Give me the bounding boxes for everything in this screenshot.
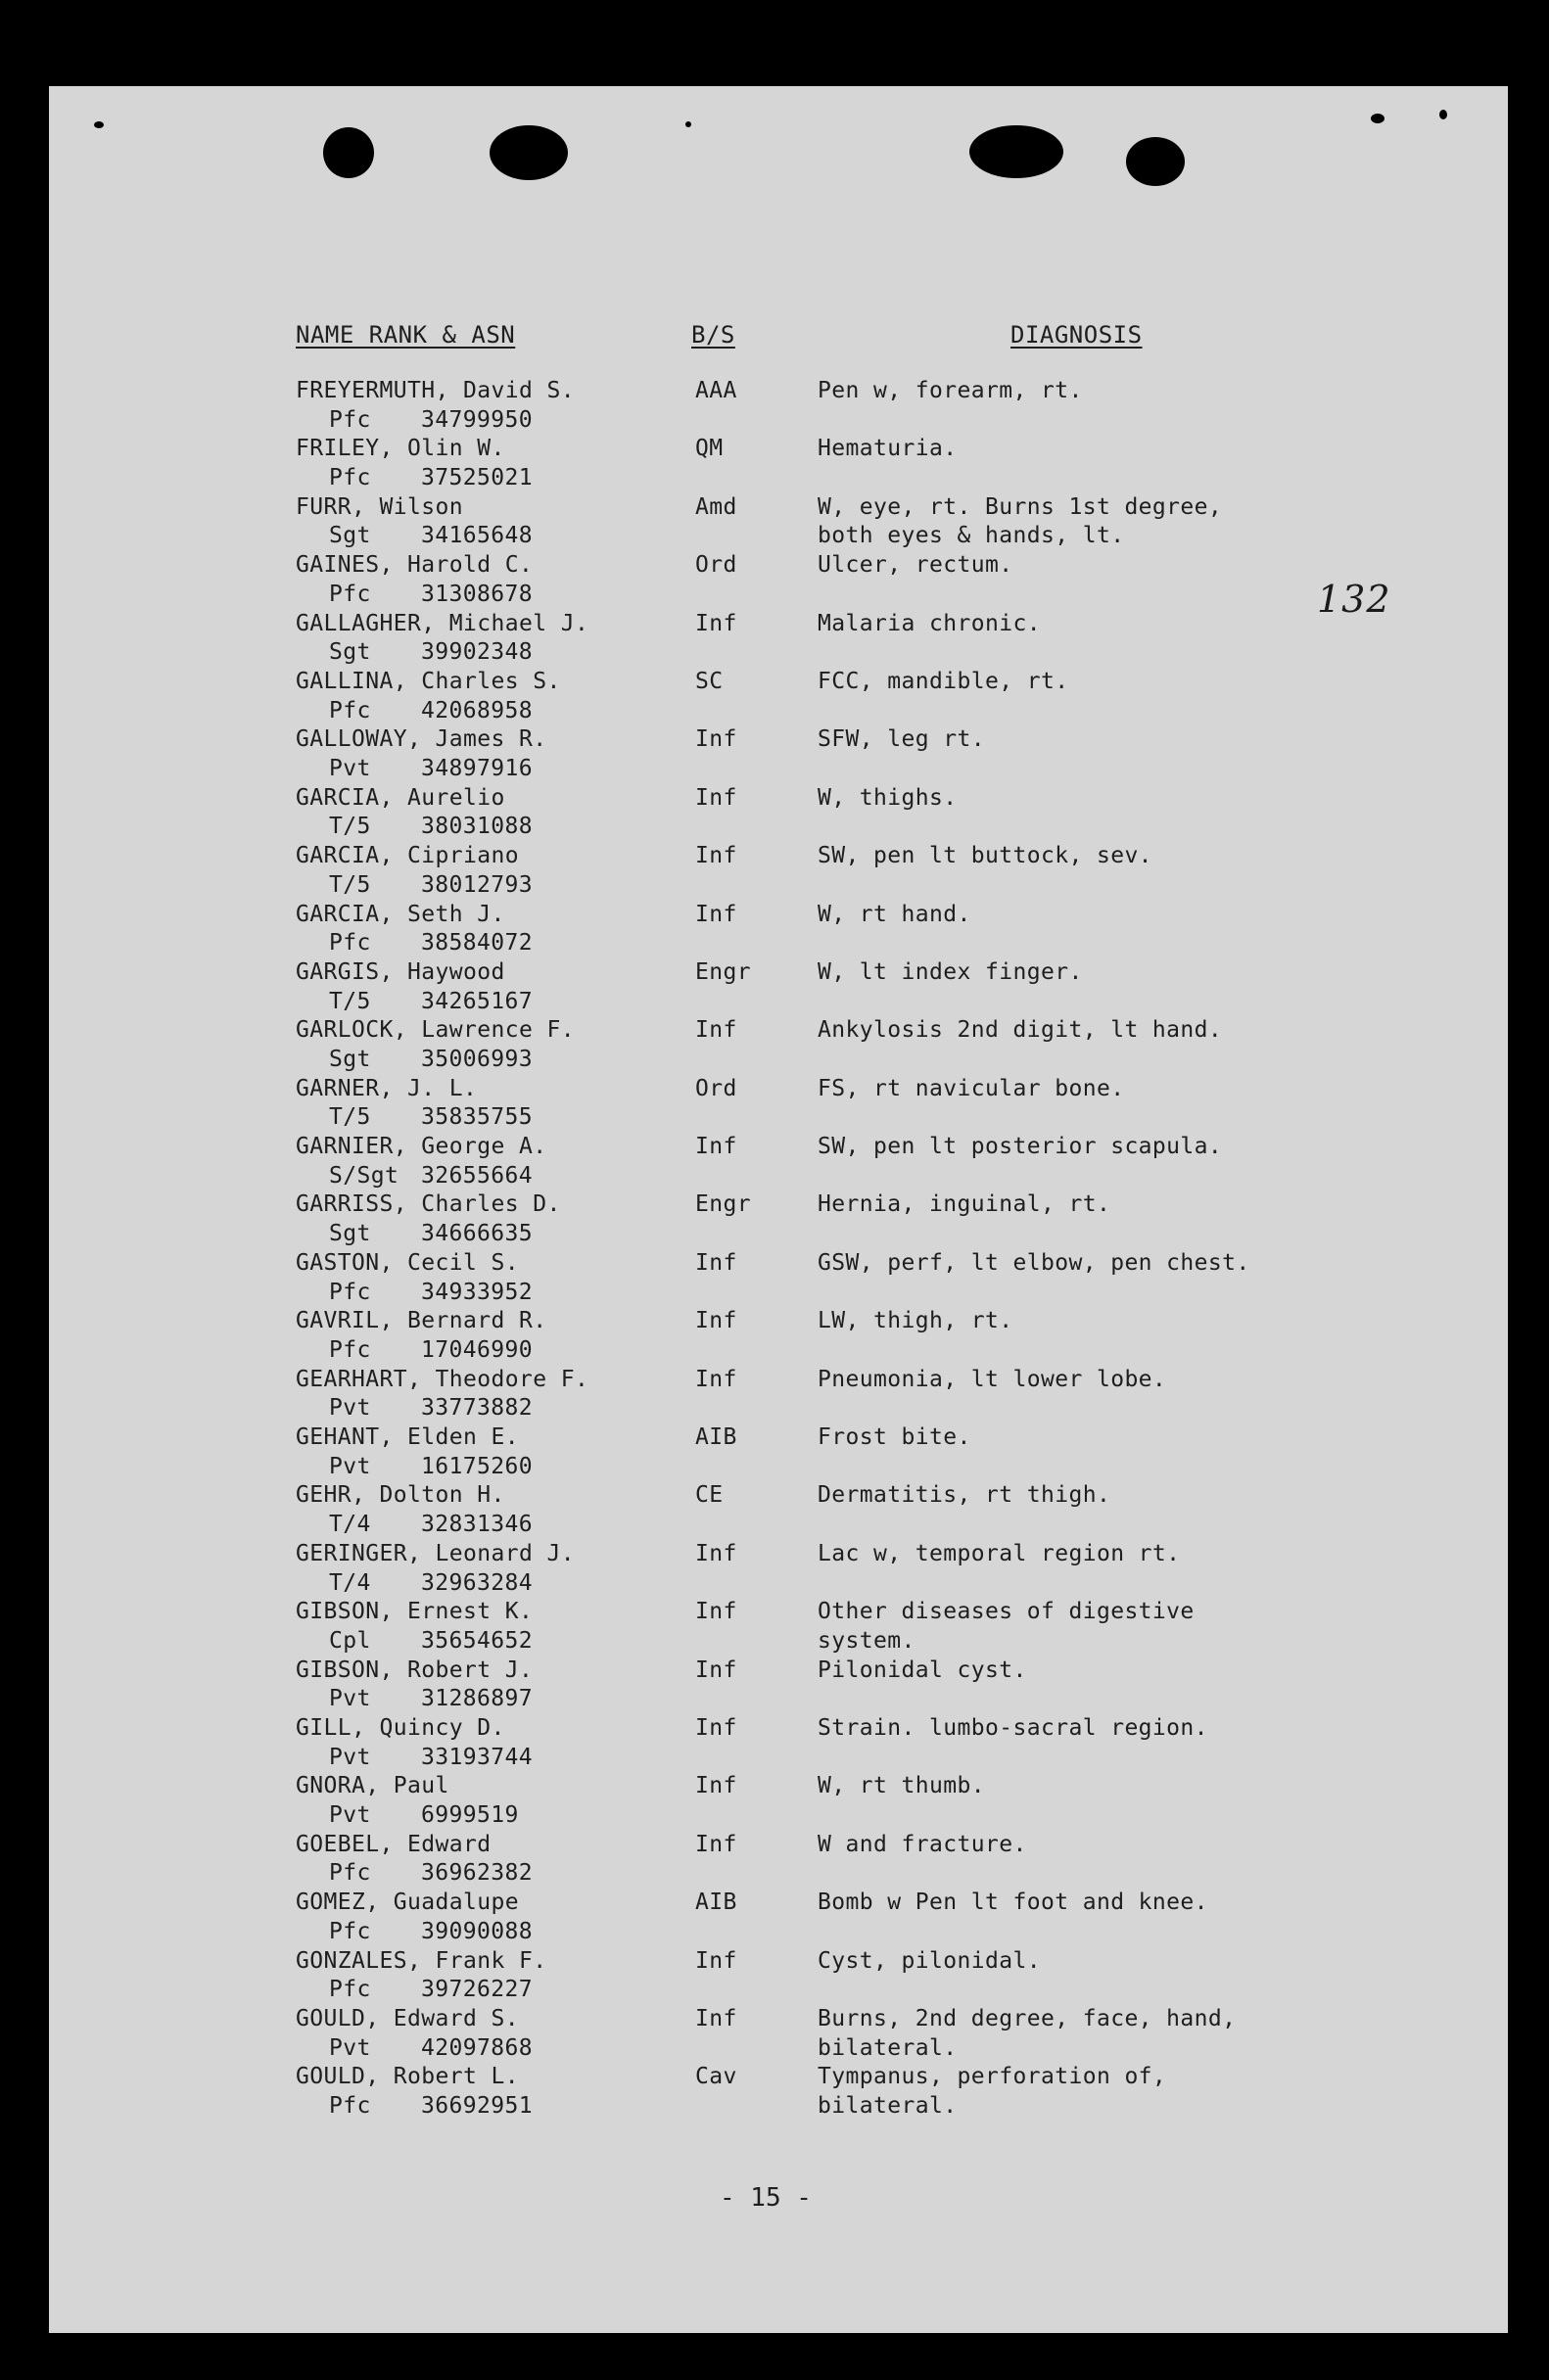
record-rank: Pvt xyxy=(329,1686,371,1712)
record-rank: Pvt xyxy=(329,756,371,782)
record-branch: AAA xyxy=(695,378,737,403)
record-row xyxy=(0,725,1549,783)
record-rank: Pvt xyxy=(329,1453,371,1479)
record-row xyxy=(0,610,1549,668)
record-asn: 37525021 xyxy=(421,465,533,491)
record-row xyxy=(0,1249,1549,1307)
record-rank: T/4 xyxy=(329,1569,371,1596)
record-branch: Inf xyxy=(695,1831,737,1857)
record-branch: Inf xyxy=(695,901,737,927)
punch-hole xyxy=(323,127,374,178)
record-row xyxy=(0,1366,1549,1423)
record-diagnosis: FS, rt navicular bone. xyxy=(818,1075,1125,1101)
record-name: GALLAGHER, Michael J. xyxy=(296,610,589,636)
record-row xyxy=(0,2005,1549,2063)
record-diagnosis: Strain. lumbo-sacral region. xyxy=(818,1714,1208,1741)
record-row xyxy=(0,1307,1549,1365)
record-asn: 38031088 xyxy=(421,814,533,840)
record-asn: 32655664 xyxy=(421,1162,533,1189)
record-row xyxy=(0,1540,1549,1598)
record-branch: AIB xyxy=(695,1890,737,1916)
record-diagnosis: both eyes & hands, lt. xyxy=(818,523,1125,549)
record-rank: Sgt xyxy=(329,639,371,666)
record-branch: Inf xyxy=(695,1657,737,1683)
record-name: GOULD, Robert L. xyxy=(296,2064,519,2090)
record-name: GOMEZ, Guadalupe xyxy=(296,1890,519,1916)
record-asn: 35835755 xyxy=(421,1104,533,1131)
record-branch: Inf xyxy=(695,1017,737,1044)
record-row xyxy=(0,1714,1549,1772)
record-name: GEHR, Dolton H. xyxy=(296,1482,505,1509)
record-rank: Sgt xyxy=(329,523,371,549)
record-diagnosis: bilateral. xyxy=(818,2093,958,2120)
record-name: FURR, Wilson xyxy=(296,493,463,520)
record-row xyxy=(0,842,1549,900)
page-footer: - 15 - xyxy=(720,2183,812,2213)
record-asn: 39090088 xyxy=(421,1918,533,1944)
record-diagnosis: Hernia, inguinal, rt. xyxy=(818,1191,1111,1218)
record-row xyxy=(0,551,1549,609)
record-diagnosis: Frost bite. xyxy=(818,1424,971,1451)
record-rank: T/4 xyxy=(329,1512,371,1538)
record-branch: Inf xyxy=(695,1714,737,1741)
record-diagnosis: Lac w, temporal region rt. xyxy=(818,1540,1181,1566)
record-rank: Pfc xyxy=(329,1279,371,1305)
record-branch: Ord xyxy=(695,552,737,579)
record-name: GIBSON, Ernest K. xyxy=(296,1599,534,1625)
record-name: GARNER, J. L. xyxy=(296,1075,478,1101)
record-branch: Ord xyxy=(695,1075,737,1101)
record-asn: 36962382 xyxy=(421,1860,533,1887)
record-asn: 6999519 xyxy=(421,1802,519,1829)
record-rank: Pvt xyxy=(329,2034,371,2061)
record-asn: 32963284 xyxy=(421,1569,533,1596)
record-diagnosis: Pneumonia, lt lower lobe. xyxy=(818,1366,1167,1392)
record-asn: 34666635 xyxy=(421,1221,533,1247)
punch-hole xyxy=(1126,137,1185,186)
record-rank: T/5 xyxy=(329,814,371,840)
page-number: 132 xyxy=(1317,578,1391,621)
record-diagnosis: Ulcer, rectum. xyxy=(818,552,1013,579)
record-asn: 34933952 xyxy=(421,1279,533,1305)
record-diagnosis: LW, thigh, rt. xyxy=(818,1308,1013,1334)
record-asn: 39902348 xyxy=(421,639,533,666)
record-name: GOEBEL, Edward xyxy=(296,1831,492,1857)
record-diagnosis: bilateral. xyxy=(818,2034,958,2061)
record-row xyxy=(0,435,1549,492)
record-asn: 36692951 xyxy=(421,2093,533,2120)
record-asn: 34265167 xyxy=(421,988,533,1014)
record-rank: Pfc xyxy=(329,581,371,607)
record-diagnosis: FCC, mandible, rt. xyxy=(818,668,1069,694)
record-diagnosis: W, lt index finger. xyxy=(818,958,1083,985)
record-branch: Inf xyxy=(695,1308,737,1334)
record-row xyxy=(0,901,1549,958)
record-row xyxy=(0,1831,1549,1889)
record-asn: 39726227 xyxy=(421,1977,533,2003)
record-diagnosis: SW, pen lt posterior scapula. xyxy=(818,1134,1223,1160)
record-branch: AIB xyxy=(695,1424,737,1451)
record-asn: 35654652 xyxy=(421,1627,533,1654)
record-branch: Inf xyxy=(695,784,737,811)
record-asn: 16175260 xyxy=(421,1453,533,1479)
record-branch: Amd xyxy=(695,493,737,520)
record-name: GONZALES, Frank F. xyxy=(296,1947,547,1974)
speck xyxy=(94,121,104,128)
record-rank: T/5 xyxy=(329,1104,371,1131)
record-name: GALLOWAY, James R. xyxy=(296,726,547,753)
record-asn: 42068958 xyxy=(421,697,533,723)
records-list xyxy=(0,377,1549,2122)
record-branch: Inf xyxy=(695,1249,737,1276)
record-name: FREYERMUTH, David S. xyxy=(296,378,575,403)
record-name: GARNIER, George A. xyxy=(296,1134,547,1160)
record-branch: Inf xyxy=(695,1599,737,1625)
record-asn: 17046990 xyxy=(421,1336,533,1363)
speck xyxy=(1371,114,1385,123)
record-name: FRILEY, Olin W. xyxy=(296,436,505,462)
record-branch: Inf xyxy=(695,1773,737,1799)
record-name: GOULD, Edward S. xyxy=(296,2005,519,2031)
record-rank: Sgt xyxy=(329,1046,371,1072)
record-branch: Inf xyxy=(695,1366,737,1392)
record-asn: 31286897 xyxy=(421,1686,533,1712)
record-name: GARCIA, Cipriano xyxy=(296,843,519,869)
record-diagnosis: W, eye, rt. Burns 1st degree, xyxy=(818,493,1223,520)
record-asn: 34897916 xyxy=(421,756,533,782)
record-branch: Inf xyxy=(695,610,737,636)
record-row xyxy=(0,1075,1549,1133)
record-name: GAINES, Harold C. xyxy=(296,552,534,579)
record-row xyxy=(0,784,1549,842)
record-asn: 32831346 xyxy=(421,1512,533,1538)
record-rank: Pfc xyxy=(329,406,371,433)
record-rank: Pvt xyxy=(329,1802,371,1829)
record-branch: Cav xyxy=(695,2064,737,2090)
record-rank: Cpl xyxy=(329,1627,371,1654)
record-branch: Engr xyxy=(695,1191,751,1218)
record-row xyxy=(0,1598,1549,1656)
record-diagnosis: Pilonidal cyst. xyxy=(818,1657,1027,1683)
record-name: GARLOCK, Lawrence F. xyxy=(296,1017,575,1044)
record-name: GASTON, Cecil S. xyxy=(296,1249,519,1276)
record-name: GERINGER, Leonard J. xyxy=(296,1540,575,1566)
record-row xyxy=(0,377,1549,435)
record-rank: Pvt xyxy=(329,1744,371,1770)
record-rank: Pfc xyxy=(329,697,371,723)
record-row xyxy=(0,1481,1549,1539)
record-diagnosis: Ankylosis 2nd digit, lt hand. xyxy=(818,1017,1223,1044)
record-diagnosis: Dermatitis, rt thigh. xyxy=(818,1482,1111,1509)
record-row xyxy=(0,493,1549,551)
record-diagnosis: Bomb w Pen lt foot and knee. xyxy=(818,1890,1208,1916)
record-rank: S/Sgt xyxy=(329,1162,399,1189)
record-asn: 38012793 xyxy=(421,871,533,898)
record-row xyxy=(0,1423,1549,1481)
record-asn: 34165648 xyxy=(421,523,533,549)
record-rank: Pfc xyxy=(329,1918,371,1944)
punch-hole xyxy=(490,125,568,180)
record-name: GAVRIL, Bernard R. xyxy=(296,1308,547,1334)
record-name: GARRISS, Charles D. xyxy=(296,1191,561,1218)
record-name: GARCIA, Seth J. xyxy=(296,901,505,927)
record-rank: Pfc xyxy=(329,465,371,491)
record-branch: Inf xyxy=(695,843,737,869)
record-diagnosis: Burns, 2nd degree, face, hand, xyxy=(818,2005,1237,2031)
record-diagnosis: GSW, perf, lt elbow, pen chest. xyxy=(818,1249,1250,1276)
record-asn: 34799950 xyxy=(421,406,533,433)
record-asn: 35006993 xyxy=(421,1046,533,1072)
record-rank: Pfc xyxy=(329,1860,371,1887)
speck xyxy=(685,121,691,127)
record-name: GIBSON, Robert J. xyxy=(296,1657,534,1683)
record-diagnosis: W, rt hand. xyxy=(818,901,971,927)
record-rank: Pfc xyxy=(329,1977,371,2003)
record-diagnosis: W and fracture. xyxy=(818,1831,1027,1857)
record-branch: Inf xyxy=(695,1134,737,1160)
record-row xyxy=(0,1657,1549,1714)
record-diagnosis: Pen w, forearm, rt. xyxy=(818,378,1083,403)
record-diagnosis: W, thighs. xyxy=(818,784,958,811)
record-branch: Inf xyxy=(695,2005,737,2031)
record-rank: Sgt xyxy=(329,1221,371,1247)
record-rank: Pvt xyxy=(329,1395,371,1422)
record-diagnosis: W, rt thumb. xyxy=(818,1773,985,1799)
record-diagnosis: Cyst, pilonidal. xyxy=(818,1947,1041,1974)
record-branch: Engr xyxy=(695,958,751,985)
record-branch: Inf xyxy=(695,726,737,753)
record-row xyxy=(0,1016,1549,1074)
record-rank: T/5 xyxy=(329,988,371,1014)
record-name: GNORA, Paul xyxy=(296,1773,449,1799)
record-name: GARGIS, Haywood xyxy=(296,958,505,985)
record-rank: Pfc xyxy=(329,2093,371,2120)
punch-hole xyxy=(969,125,1063,178)
record-row xyxy=(0,1190,1549,1248)
record-branch: SC xyxy=(695,668,724,694)
record-rank: Pfc xyxy=(329,1336,371,1363)
header-name-rank-asn: NAME RANK & ASN xyxy=(296,321,516,349)
record-asn: 42097868 xyxy=(421,2034,533,2061)
header-diagnosis: DIAGNOSIS xyxy=(1010,321,1143,349)
record-diagnosis: Tympanus, perforation of, xyxy=(818,2064,1167,2090)
record-branch: CE xyxy=(695,1482,724,1509)
record-diagnosis: system. xyxy=(818,1627,915,1654)
record-rank: T/5 xyxy=(329,871,371,898)
record-name: GEARHART, Theodore F. xyxy=(296,1366,589,1392)
record-row xyxy=(0,1947,1549,2005)
record-asn: 33773882 xyxy=(421,1395,533,1422)
record-branch: QM xyxy=(695,436,724,462)
record-name: GARCIA, Aurelio xyxy=(296,784,505,811)
record-name: GALLINA, Charles S. xyxy=(296,668,561,694)
record-branch: Inf xyxy=(695,1947,737,1974)
record-diagnosis: Other diseases of digestive xyxy=(818,1599,1195,1625)
record-rank: Pfc xyxy=(329,930,371,957)
record-row xyxy=(0,2063,1549,2121)
record-row xyxy=(0,958,1549,1016)
record-name: GEHANT, Elden E. xyxy=(296,1424,519,1451)
header-bs: B/S xyxy=(691,321,735,349)
record-asn: 38584072 xyxy=(421,930,533,957)
record-diagnosis: Malaria chronic. xyxy=(818,610,1041,636)
record-asn: 33193744 xyxy=(421,1744,533,1770)
record-row xyxy=(0,1772,1549,1830)
record-asn: 31308678 xyxy=(421,581,533,607)
record-row xyxy=(0,668,1549,725)
record-diagnosis: SW, pen lt buttock, sev. xyxy=(818,843,1152,869)
record-diagnosis: Hematuria. xyxy=(818,436,958,462)
record-branch: Inf xyxy=(695,1540,737,1566)
record-diagnosis: SFW, leg rt. xyxy=(818,726,985,753)
speck xyxy=(1439,110,1447,119)
record-row xyxy=(0,1889,1549,1946)
record-row xyxy=(0,1133,1549,1190)
record-name: GILL, Quincy D. xyxy=(296,1714,505,1741)
